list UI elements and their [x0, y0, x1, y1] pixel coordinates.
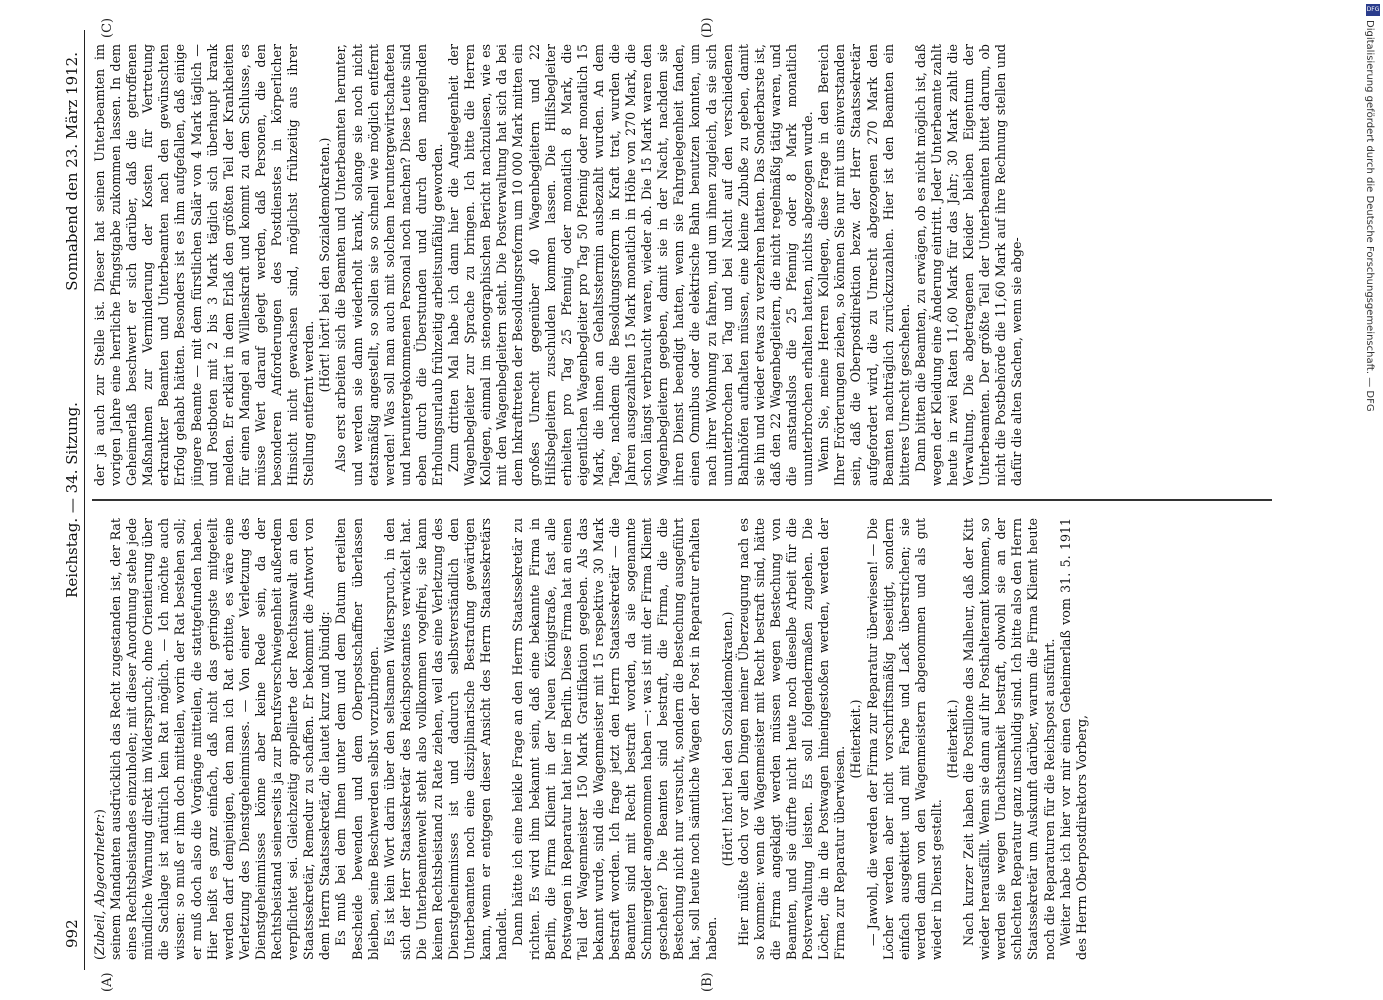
- speaker-line: (Zubeil, Abgeordneter:): [92, 809, 107, 960]
- page-header: [62, 30, 85, 970]
- margin-marker-b: (B): [700, 972, 715, 992]
- column-divider: [92, 500, 1272, 502]
- digitization-credit-text: Digitalisierung gefördert durch die Deutsche Forschungsgemeinschaft. — DFG: [1364, 20, 1375, 412]
- margin-marker-a: (A): [100, 972, 115, 992]
- interjection: (Hört! hört! bei den Sozialdemokraten.): [719, 611, 735, 867]
- session-date: Sonnabend den 23. März 1912.: [63, 52, 81, 291]
- digitization-credit: [1362, 20, 1376, 980]
- dfg-logo: DFG: [1366, 4, 1380, 16]
- paragraph: Wenn Sie, meine Herren Kollegen, diese Frage in den Bereich Ihrer Erörterungen ziehen, so können Sie nur mit uns einverstanden sein, daß die Oberpostdirektion bezw. der Herr Staatssekretär aufgefordert wird, die zu Unrecht abgezogenen 270 Mark den Beamten nachträglich zurückzuzahlen. Hier ist den Beamten ein bitteres Unrecht geschehen.: [816, 44, 912, 486]
- paragraph: Also erst arbeiten sich die Beamten und Unterbeamten herunter, und werden sie dann wiederholt krank, solange sie noch nicht etatsmäßig angestellt, so sollen sie so schnell wie möglich entfernt werden! Was soll man auch mit solchem heruntergewirtschafteten und heruntergekommenen Personal noch machen? Diese Leute sind eben durch die Überstunden und durch den mangelnden Erholungsurlaub frühzeitig arbeitsunfähig geworden.: [333, 44, 445, 486]
- margin-marker-c: (C): [100, 17, 115, 38]
- margin-marker-d: (D): [700, 17, 715, 38]
- interjection: (Heiterkeit.): [944, 699, 960, 779]
- quoted-reply: Es muß bei dem Ihnen unter dem und dem Datum erteilten Bescheide bewenden und dem Oberpostschaffner überlassen bleiben, seine Beschwerden selbst vorzubringen.: [333, 518, 381, 960]
- paragraph: Weiter habe ich hier vor mir einen Geheimerlaß vom 31. 5. 1911 des Herrn Oberpostdirektors Vorberg,: [1057, 518, 1089, 960]
- paragraph: Nach kurzer Zeit haben die Postillone das Malheur, daß der Kitt wieder herausfällt. Wenn sie dann auf ihr Posthalteramt kommen, so werden sie wegen Unachtsamkeit bestraft, obwohl sie an der schlechten Reparatur ganz unschuldig sind. Ich bitte also den Herrn Staatssekretär um Auskunft darüber, warum die Firma Kliemt heute noch die Reparaturen für die Reichspost ausführt.: [961, 518, 1057, 960]
- running-title: Reichstag. — 34. Sitzung.: [63, 402, 81, 598]
- paragraph: Dann bitten die Beamten, zu erwägen, ob es nicht möglich ist, daß wegen der Kleidung eine Änderung eintritt. Jeder Unterbeamte zahlt heute in zwei Raten 11,60 Mark für das Jahr; 30 Mark zahlt die Verwaltung. Die abgetragenen Kleider bleiben Eigentum der Unterbeamten. Der größte Teil der Unterbeamten bittet darum, ob nicht die Postbehörde die 11,60 Mark auf ihre Rechnung stellen und dafür die alten Sachen, wenn sie abge-: [912, 44, 1025, 486]
- paragraph: — Jawohl, die werden der Firma zur Reparatur überwiesen! — Die Löcher werden aber nicht vorschriftsmäßig beseitigt, sondern einfach ausgekittet und mit Farbe und Lack überstrichen; sie werden dann von den Wagenmeistern abgenommen und als gut wieder in Dienst gestellt.: [864, 518, 944, 960]
- paragraph: Hier müßte doch vor allen Dingen meiner Überzeugung nach es so kommen: wenn die Wagenmeister mit Recht bestraft sind, hätte die Firma angeklagt werden müssen wegen Bestechung von Beamten, und sie dürfte nicht heute noch dieselbe Arbeit für die Postverwaltung leisten. Es soll folgendermaßen zugehen. Die Löcher, die in die Postwagen hineingestoßen werden, werden der Firma zur Reparatur überwiesen.: [735, 518, 848, 960]
- left-column: [92, 518, 1272, 960]
- paragraph: Es ist kein Wort darin über den seltsamen Widerspruch, in den sich der Herr Staatssekretär des Reichspostamtes verwickelt hat. Die Unterbeamtenwelt steht also vollkommen vogelfrei, sie kann keinen Rechtsbeistand zu Rate ziehen, weil das eine Verletzung des Dienstgeheimnisses ist und dadurch selbstverständlich den Unterbeamten noch eine disziplinarische Bestrafung gewärtigen kann, wenn er entgegen dieser Ansicht des Herrn Staatssekretärs handelt.: [381, 518, 510, 960]
- page-number: 992: [63, 919, 81, 948]
- paragraph: Zum dritten Mal habe ich dann hier die Angelegenheit der Wagenbegleiter zur Sprache zu bringen. Ich bitte die Herren Kollegen, einmal im stenographischen Bericht nachzulesen, wie es mit den Wagenbegleitern steht. Die Postverwaltung hat sich da bei dem Inkrafttreten der Besoldungsreform um 10 000 Mark mitten ein großes Unrecht gegenüber 40 Wagenbegleitern und 22 Hilfsbegleitern zuschulden kommen lassen. Die Hilfsbegleiter erhielten pro Tag 25 Pfennig oder monatlich 8 Mark, die eigentlichen Wagenbegleiter pro Tag 50 Pfennig oder monatlich 15 Mark, die ihnen an Gehaltsstermin ausbezahlt wurden. An dem Tage, nachdem die Besoldungsreform in Kraft trat, wurden die Jahren ausgezahlten 15 Mark monatlich in Höhe von 270 Mark, die schon längst verbraucht waren, wieder ab. Die 15 Mark waren den Wagenbegleitern gegeben, damit sie in der Nacht, nachdem sie ihren Dienst beendigt hatten, wenn sie Fahrgelegenheit fanden, einen Omnibus oder die elektrische Bahn benutzen konnten, um nach ihrer Wohnung zu fahren, und um ihnen zugleich, da sie sich ununterbrochen bei Tag und bei Nacht auf den verschiedenen Bahnhöfen aufhalten müssen, eine kleine Zubuße zu geben, damit sie hin und wieder etwas zu verzehren hatten. Das Sonderbarste ist, daß den 22 Wagenbegleitern, die nicht regelmäßig tätig waren, und die anstandslos die 25 Pfennig oder 8 Mark monatlich ununterbrochen erhalten hatten, nichts abgezogen wurde.: [446, 44, 816, 486]
- right-column: [92, 44, 1272, 486]
- paragraph: Dann hätte ich eine heikle Frage an den Herrn Staatssekretär zu richten. Es wird ihm bekannt sein, daß eine bekannte Firma in Berlin, die Firma Kliemt in der Neuen Königstraße, fast alle Postwagen in Reparatur hat hier in Berlin. Diese Firma hat an einen Teil der Wagenmeister 150 Mark Gratifikation gegeben. Als das bekannt wurde, sind die Wagenmeister mit 15 respektive 30 Mark bestraft worden. Ich frage jetzt den Herrn Staatssekretär — die Beamten sind mit Recht bestraft worden, da sie sogenannte Schmiergelder angenommen haben —: was ist mit der Firma Kliemt geschehen? Die Beamten sind bestraft, die Firma, die die Bestechung nicht nur versucht, sondern die Bestechung ausgeführt hat, soll heute noch sämtliche Wagen der Post in Reparatur erhalten haben.: [510, 518, 719, 960]
- paragraph: der ja auch zur Stelle ist. Dieser hat seinen Unterbeamten im vorigen Jahre eine herrliche Pfingstgabe zukommen lassen. In dem Geheimerlaß beschwert er sich darüber, daß die getroffenen Maßnahmen zur Verminderung der Kosten für Vertretung erkrankter Beamten und Unterbeamten nach den gewünschten Erfolg gehabt hätten. Besonders ist es ihm aufgefallen, daß einige jüngere Beamte — mit dem fürstlichen Salär von 4 Mark täglich — und Postboten mit 2 bis 3 Mark täglich sich überhaupt krank melden. Er erklärt in dem Erlaß den größten Teil der Krankheiten für einen Mangel an Willenskraft und kommt zu dem Schlusse, es müsse Wert darauf gelegt werden, daß Personen, die den besonderen Anforderungen des Postdienstes in körperlicher Hinsicht nicht gewachsen sind, möglichst frühzeitig aus ihrer Stellung entfernt werden.: [92, 44, 317, 486]
- paragraph: seinem Mandanten ausdrücklich das Recht zugestanden ist, der Rat eines Rechtsbeistandes einzuholen; mit dieser Anordnung stehe jede mündliche Warnung direkt im Widerspruch; ohne Orientierung über die Sachlage ist natürlich kein Rat möglich. — Ich möchte auch wissen: so muß er ihm doch mitteilen, worin der Rat bestehen soll; er muß doch also die Vorgänge mitteilen, die stattgefunden haben. Hier heißt es ganz einfach, daß nicht das geringste mitgeteilt werden darf demjenigen, den man ich Rat erbitte, es wäre eine Verletzung des Dienstgeheimnisses. — Von einer Verletzung des Dienstgeheimnisses könne aber keine Rede sein, da der Rechtsbeistand seinerseits ja zur Berufsverschwiegenheit außerdem verpflichtet sei. Gleichzeitig appellierte der Rechtsanwalt an den Staatssekretär, Remedur zu schaffen. Er bekommt die Antwort von dem Herrn Staatssekretär, die lautet kurz und bündig:: [108, 518, 333, 960]
- interjection: (Heiterkeit.): [848, 699, 864, 779]
- interjection: (Hört! hört! bei den Sozialdemokraten.): [317, 137, 333, 393]
